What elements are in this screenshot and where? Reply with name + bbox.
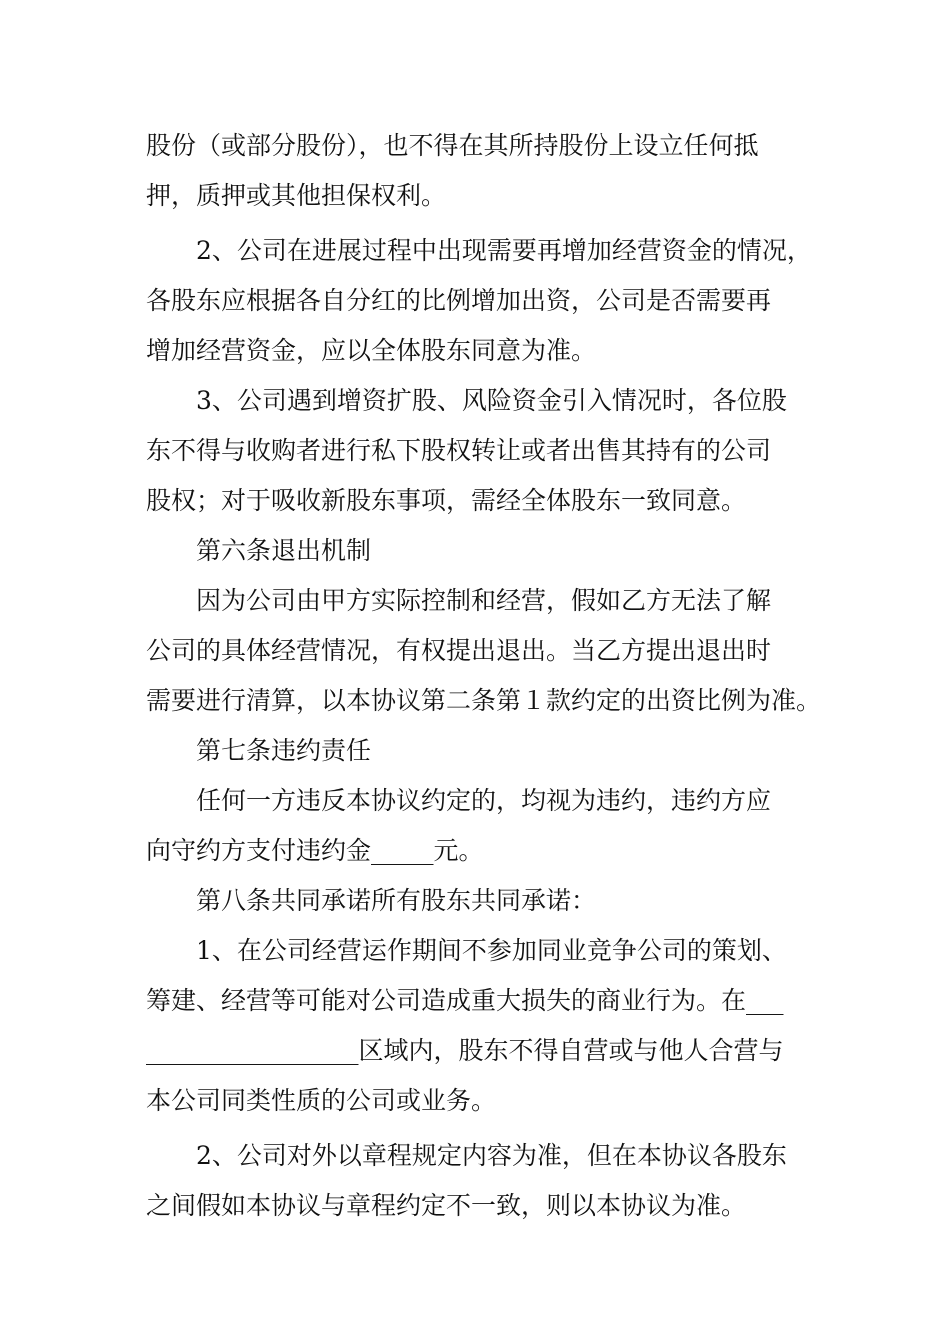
paragraph-line: 之间假如本协议与章程约定不一致，则以本协议为准。 — [146, 1191, 747, 1220]
section-heading: 第六条退出机制 — [196, 536, 372, 565]
paragraph-line: 各股东应根据各自分红的比例增加出资，公司是否需要再 — [146, 286, 772, 315]
paragraph-line: 本公司同类性质的公司或业务。 — [146, 1086, 497, 1115]
paragraph-line: 股份（或部分股份），也不得在其所持股份上设立任何抵 — [146, 131, 759, 160]
paragraph-line: 东不得与收购者进行私下股权转让或者出售其持有的公司 — [146, 436, 772, 465]
paragraph-line: 因为公司由甲方实际控制和经营，假如乙方无法了解 — [196, 586, 772, 615]
paragraph-line: 3、公司遇到增资扩股、风险资金引入情况时，各位股 — [196, 386, 787, 415]
section-heading: 第八条共同承诺所有股东共同承诺： — [196, 886, 597, 915]
paragraph-line: 押，质押或其他担保权利。 — [146, 181, 447, 210]
paragraph-line: 2、公司在进展过程中出现需要再增加经营资金的情况， — [196, 236, 812, 265]
paragraph-line: _________________区域内，股东不得自营或与他人合营与 — [146, 1036, 784, 1065]
paragraph-line: 1、在公司经营运作期间不参加同业竞争公司的策划、 — [196, 936, 787, 965]
paragraph-line: 需要进行清算，以本协议第二条第１款约定的出资比例为准。 — [146, 686, 822, 715]
paragraph-line: 向守约方支付违约金_____元。 — [146, 836, 484, 865]
section-heading: 第七条违约责任 — [196, 736, 372, 765]
paragraph-line: 公司的具体经营情况，有权提出退出。当乙方提出退出时 — [146, 636, 772, 665]
paragraph-line: 2、公司对外以章程规定内容为准，但在本协议各股东 — [196, 1141, 787, 1170]
paragraph-line: 任何一方违反本协议约定的，均视为违约，违约方应 — [196, 786, 772, 815]
paragraph-line: 股权；对于吸收新股东事项，需经全体股东一致同意。 — [146, 486, 747, 515]
paragraph-line: 增加经营资金，应以全体股东同意为准。 — [146, 336, 597, 365]
paragraph-line: 筹建、经营等可能对公司造成重大损失的商业行为。在___ — [146, 986, 784, 1015]
